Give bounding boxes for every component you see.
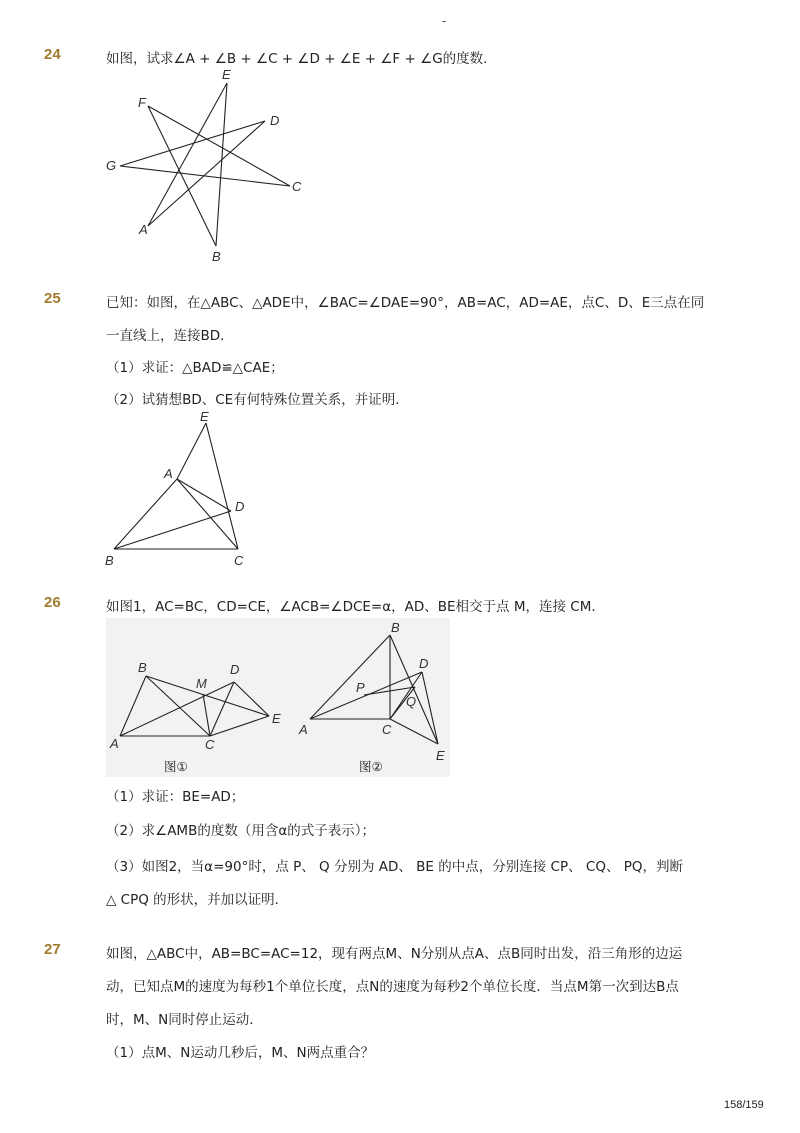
label-B: B <box>105 553 114 568</box>
q27-line-3: 时，M、N同时停止运动． <box>106 1012 263 1028</box>
label-C: C <box>234 553 244 568</box>
q26-line-5: △ CPQ 的形状，并加以证明． <box>106 892 289 908</box>
q25-line-3: （1）求证：△BAD≌△CAE； <box>106 360 284 376</box>
top-mark: - <box>442 14 447 28</box>
label-E: E <box>222 67 231 82</box>
q26-line-4: （3）如图2，当α=90°时，点 P、 Q 分别为 AD、 BE 的中点，分别连接 CP、 CQ、 PQ，判断 <box>106 859 684 875</box>
label-G: G <box>106 158 117 173</box>
q26-line-2: （1）求证：BE=AD； <box>106 789 245 805</box>
q27-line-2: 动，已知点M的速度为每秒1个单位长度，点N的速度为每秒2个单位长度．当点M第一次到达B点 <box>106 979 679 995</box>
fig2-label-P: P <box>356 680 365 695</box>
label-B: B <box>212 249 221 264</box>
fig2-label-Q: Q <box>406 694 417 709</box>
q26-line-3: （2）求∠AMB的度数（用含α的式子表示）； <box>106 823 375 839</box>
segment-AD <box>177 479 231 511</box>
fig2-label-B: B <box>391 620 400 635</box>
fig2-label-D: D <box>419 656 429 671</box>
triangle-figure-q25 <box>100 408 260 573</box>
fig1-label-D: D <box>230 662 240 677</box>
q27-line-1: 如图，△ABC中，AB=BC=AC=12，现有两点M、N分别从点A、点B同时出发，沿三角形的边运 <box>106 946 683 962</box>
question-number-27: 27 <box>44 941 61 958</box>
page-number: 158/159 <box>724 1099 764 1111</box>
fig2-label-A: A <box>299 722 308 737</box>
q24-line-1: 如图，试求∠A + ∠B + ∠C + ∠D + ∠E + ∠F + ∠G的度数． <box>106 51 497 67</box>
label-D: D <box>235 499 245 514</box>
fig1-label-E: E <box>272 711 281 726</box>
label-F: F <box>138 95 146 110</box>
label-A: A <box>164 466 173 481</box>
question-number-26: 26 <box>44 594 61 611</box>
segment-AE <box>148 83 227 226</box>
fig1-label-A: A <box>110 736 119 751</box>
segment-DA <box>148 121 265 226</box>
figure-panel-q26 <box>106 618 450 777</box>
figure-background <box>106 618 450 777</box>
q27-line-4: （1）点M、N运动几秒后，M、N两点重合？ <box>106 1045 375 1061</box>
fig2-label-E: E <box>436 748 445 763</box>
fig1-label-C: C <box>205 737 215 752</box>
q25-line-4: （2）试猜想BD、CE有何特殊位置关系，并证明． <box>106 392 409 408</box>
segment-AE <box>177 423 206 479</box>
q25-line-1: 已知：如图，在△ABC、△ADE中，∠BAC=∠DAE=90°，AB=AC，AD=AE，点C、D、E三点在同 <box>106 295 705 311</box>
question-number-25: 25 <box>44 290 61 307</box>
label-A: A <box>139 222 148 237</box>
q26-line-1: 如图1，AC=BC，CD=CE，∠ACB=∠DCE=α，AD、BE相交于点 M，连接 CM． <box>106 599 605 615</box>
segment-CG <box>120 166 290 186</box>
segment-FC <box>148 106 290 186</box>
label-E: E <box>200 409 209 424</box>
fig1-label-B: B <box>138 660 147 675</box>
fig1-caption: 图① <box>164 759 188 774</box>
label-D: D <box>270 113 280 128</box>
question-number-24: 24 <box>44 46 61 63</box>
fig2-caption: 图② <box>359 759 383 774</box>
star-figure <box>100 66 320 266</box>
q25-line-2: 一直线上，连接BD． <box>106 328 234 344</box>
fig2-label-C: C <box>382 722 392 737</box>
segment-EB <box>216 83 227 246</box>
label-C: C <box>292 179 302 194</box>
fig1-label-M: M <box>196 676 207 691</box>
